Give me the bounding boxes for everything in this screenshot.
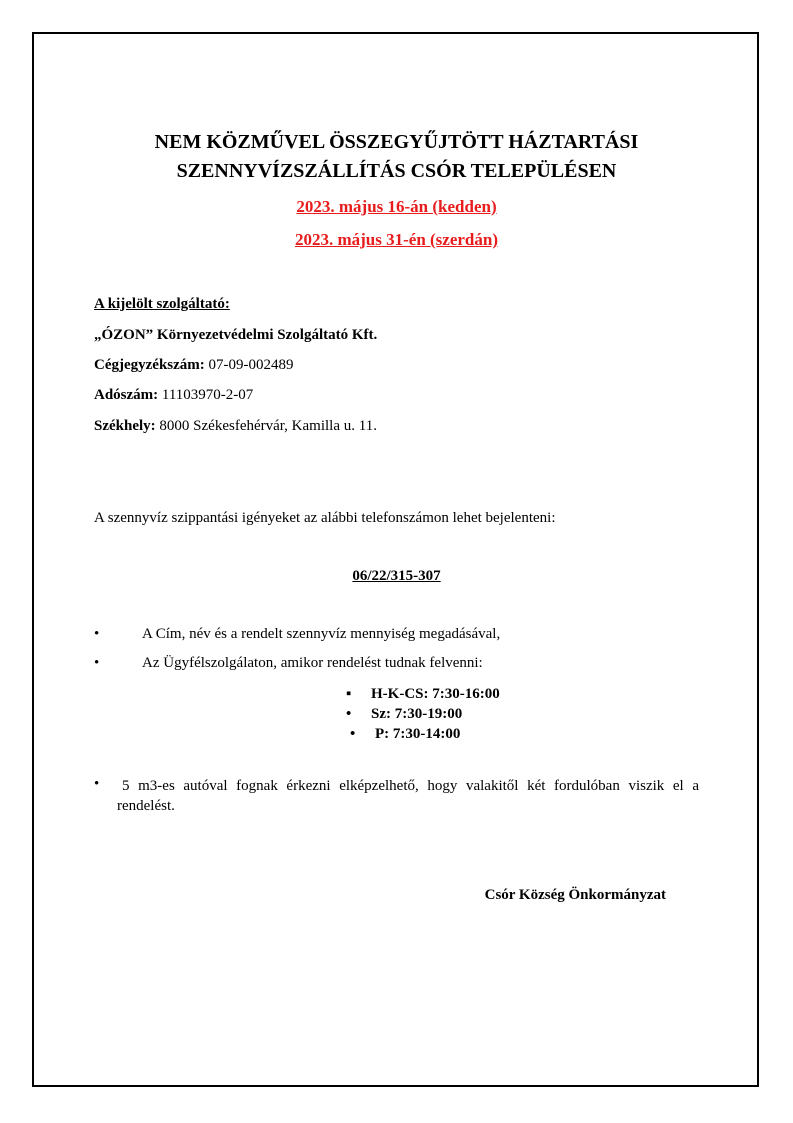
- bullet-marker-2: •: [94, 655, 100, 671]
- signature: Csór Község Önkormányzat: [484, 887, 666, 903]
- headquarters-value: 8000 Székesfehérvár, Kamilla u. 11.: [155, 418, 377, 434]
- page-border: [32, 32, 759, 1087]
- headquarters-label: Székhely:: [94, 418, 156, 434]
- provider-tax: [94, 387, 253, 404]
- bullet-marker-1: •: [94, 626, 100, 642]
- provider-registration: [94, 357, 294, 374]
- provider-heading: [94, 296, 230, 313]
- hours-friday: P: 7:30-14:00: [375, 726, 461, 742]
- provider-company: [94, 327, 377, 344]
- provider-heading-text: A kijelölt szolgáltató:: [94, 296, 230, 312]
- registration-value: 07-09-002489: [204, 357, 294, 373]
- phone-number: 06/22/315-307: [352, 568, 441, 584]
- hours-marker-2: •: [346, 706, 352, 722]
- truck-note: 5 m3-es autóval fognak érkezni elképzelhető, hogy valakitől két fordulóban viszik el a rendelést.: [117, 778, 699, 814]
- tax-label: Adószám:: [94, 387, 159, 403]
- provider-company-name: „ÓZON” Környezetvédelmi Szolgáltató Kft.: [94, 327, 378, 343]
- bullet-item-2: Az Ügyfélszolgálaton, amikor rendelést tudnak felvenni:: [142, 655, 483, 671]
- collection-date-2: 2023. május 31-én (szerdán): [294, 230, 499, 249]
- hours-weekdays: H-K-CS: 7:30-16:00: [371, 686, 500, 702]
- hours-wednesday: Sz: 7:30-19:00: [371, 706, 463, 722]
- contact-intro: A szennyvíz szippantási igényeket az alábbi telefonszámon lehet bejelenteni:: [94, 510, 556, 526]
- page-title-line-1: NEM KÖZMŰVEL ÖSSZEGYŰJTÖTT HÁZTARTÁSI: [154, 131, 639, 153]
- bullet-marker-3: •: [94, 776, 100, 792]
- hours-marker-1: ▪: [346, 686, 352, 702]
- collection-date-1: 2023. május 16-án (kedden): [296, 197, 497, 216]
- provider-headquarters: [94, 418, 377, 435]
- page-title-line-2: SZENNYVÍZSZÁLLÍTÁS CSÓR TELEPÜLÉSEN: [176, 160, 617, 182]
- hours-marker-3: •: [350, 726, 356, 742]
- registration-label: Cégjegyzékszám:: [94, 357, 205, 373]
- tax-value: 11103970-2-07: [158, 387, 254, 403]
- bullet-item-1: A Cím, név és a rendelt szennyvíz mennyiség megadásával,: [142, 626, 501, 642]
